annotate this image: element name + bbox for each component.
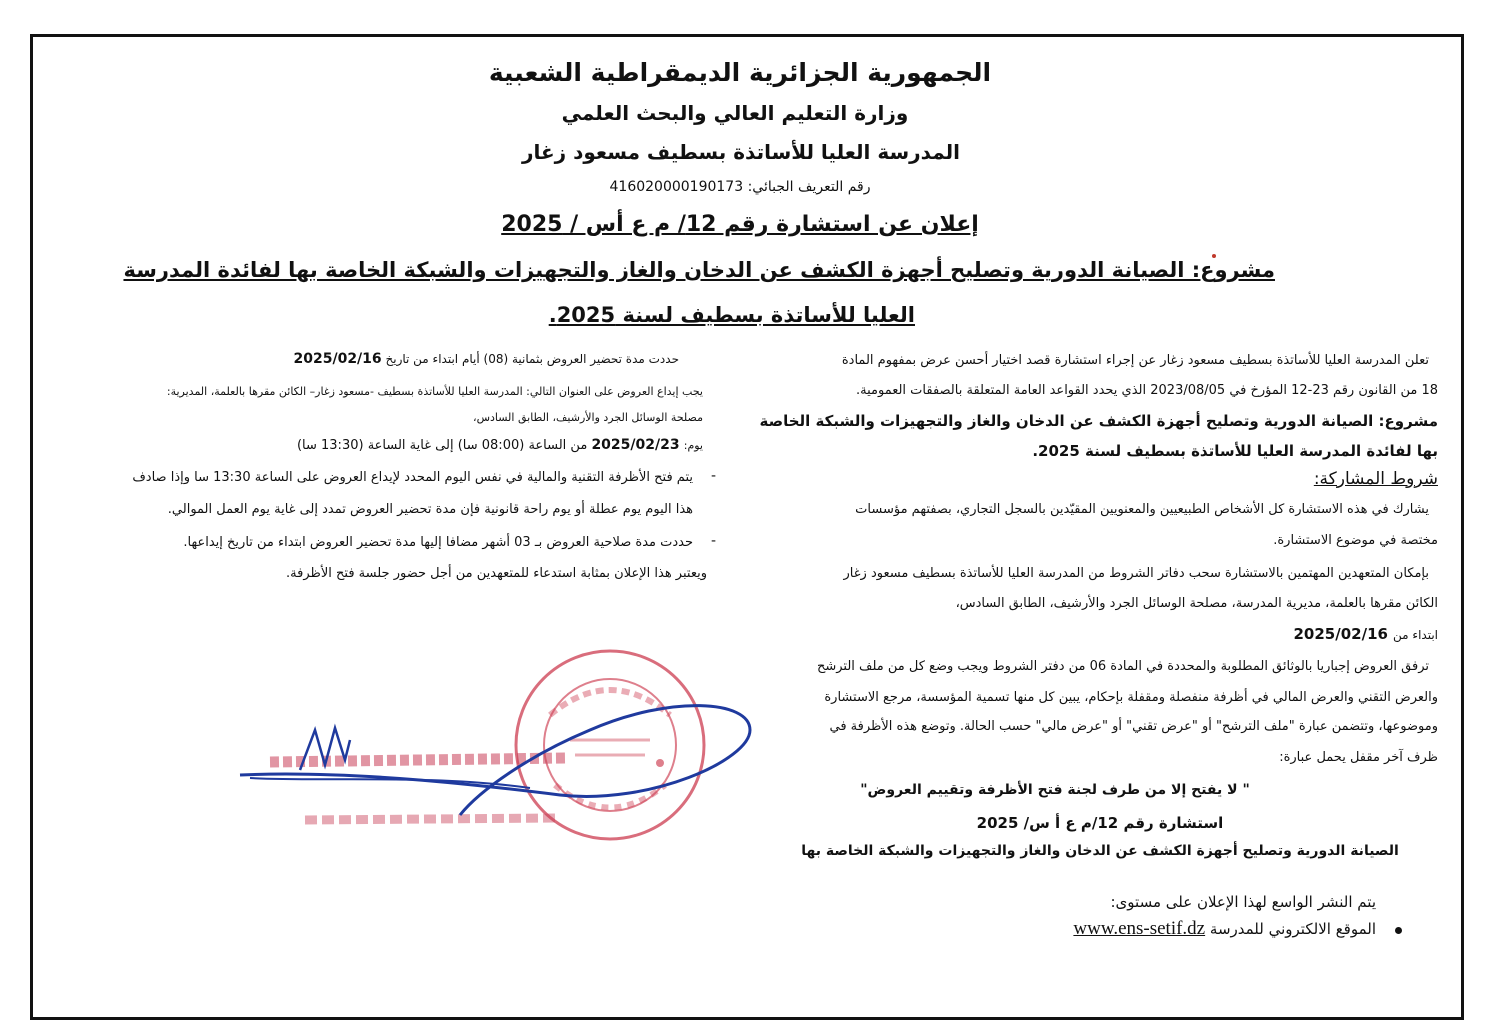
from-label: ابتداء من: [1393, 628, 1438, 642]
notice-project-line1: مشروع: الصيانة الدورية وتصليح أجهزة الكشف عن الدخان والغاز والتجهيزات والشبكة الخاصة بها لفائدة المدرسة: [123, 258, 1275, 282]
conditions-title: شروط المشاركة:: [1313, 469, 1438, 489]
duration-line: [294, 351, 680, 367]
right-project-line1: مشروع: الصيانة الدورية وتصليح أجهزة الكشف عن الدخان والغاز والتجهيزات والشبكة الخاصة: [759, 412, 1438, 430]
list-dash: -: [711, 468, 717, 484]
attach-line2: والعرض التقني والعرض المالي في أظرفة منفصلة ومقفلة بإحكام، يبين كل منها تسمية المؤسسة، مرجع الاستشارة: [824, 690, 1438, 705]
from-date: 2025/02/16: [1293, 625, 1388, 643]
bullet-dot: [1395, 927, 1402, 934]
attach-line1: ترفق العروض إجباريا بالوثائق المطلوبة والمحددة في المادة 06 من دفتر الشروط ويجب وضع كل من ملف الترشح: [816, 659, 1429, 674]
publish-site-label: الموقع الالكتروني للمدرسة: [1209, 920, 1376, 938]
withdraw-line1: بإمكان المتعهدين المهتمين بالاستشارة سحب دفاتر الشروط من المدرسة العليا للأساتذة بسطيف مسعود زغار: [843, 566, 1429, 581]
day-label: يوم:: [683, 439, 703, 452]
duration-text: حددت مدة تحضير العروض بثمانية (08) أيام ابتداء من تاريخ: [385, 352, 679, 366]
validity-line: حددت مدة صلاحية العروض بـ 03 أشهر مضافا إليها مدة تحضير العروض ابتداء من تاريخ إيداعها.: [183, 535, 693, 550]
right-project-line2: بها لفائدة المدرسة العليا للأساتذة بسطيف لسنة 2025.: [1032, 442, 1438, 460]
withdraw-line2: الكائن مقرها بالعلمة، مديرية المدرسة، مصلحة الوسائل الجرد والأرشيف، الطابق السادس،: [955, 596, 1438, 611]
list-dash: -: [711, 533, 717, 549]
deposit-line2: مصلحة الوسائل الجرد والأرشيف، الطابق السادس،: [473, 411, 703, 424]
envelope-project: الصيانة الدورية وتصليح أجهزة الكشف عن الدخان والغاز والتجهيزات والشبكة الخاصة بها: [801, 843, 1399, 859]
duration-date: 2025/02/16: [293, 351, 382, 367]
envelope-reference: استشارة رقم 12/م ع أ س/ 2025: [976, 814, 1224, 832]
attach-line3: وموضوعها، وتتضمن عبارة "ملف الترشح" أو "عرض تقني" أو "عرض مالي" حسب الحالة. وتوضع هذه الأظرفة في: [829, 719, 1438, 734]
opening-line1: يتم فتح الأظرفة التقنية والمالية في نفس اليوم المحدد لإيداع العروض على الساعة 13:30 سا وإذا صادف: [132, 470, 693, 485]
ministry-title: وزارة التعليم العالي والبحث العلمي: [561, 101, 909, 125]
conditions-line2: مختصة في موضوع الاستشارة.: [1273, 533, 1438, 548]
day-hours: من الساعة (08:00 سا) إلى غاية الساعة (13:30 سا): [296, 438, 588, 453]
envelope-quote: " لا يفتح إلا من طرف لجنة فتح الأظرفة وتقييم العروض": [860, 782, 1250, 798]
school-title: المدرسة العليا للأساتذة بسطيف مسعود زغار: [521, 140, 961, 164]
publish-intro: يتم النشر الواسع لهذا الإعلان على مستوى:: [1110, 893, 1376, 911]
invite-line: ويعتبر هذا الإعلان بمثابة استدعاء للمتعهدين من أجل حضور جلسة فتح الأظرفة.: [286, 566, 707, 581]
intro-line1: تعلن المدرسة العليا للأساتذة بسطيف مسعود زغار عن إجراء استشارة قصد اختيار أحسن عرض بمفهوم المادة: [841, 353, 1429, 368]
conditions-line1: يشارك في هذه الاستشارة كل الأشخاص الطبيعيين والمعنويين المقيّدين بالسجل التجاري، بصفتهم مؤسسات: [855, 502, 1429, 517]
signature-stamp: [230, 700, 790, 870]
intro-line2: 18 من القانون رقم 23-12 المؤرخ في 2023/08/05 الذي يحدد القواعد العامة المتعلقة بالصفقات العمومية.: [855, 383, 1438, 398]
attach-line4: ظرف آخر مقفل يحمل عبارة:: [1279, 750, 1438, 765]
from-date-line: [1294, 624, 1439, 643]
deposit-line1: يجب إيداع العروض على العنوان التالي: المدرسة العليا للأساتذة بسطيف -مسعود زغار– الكائن مقرها بالعلمة، المديرية:: [166, 385, 703, 398]
notice-project-line2: العليا للأساتذة بسطيف لسنة 2025.: [548, 303, 915, 327]
day-date: 2025/02/23: [591, 437, 680, 453]
tax-id: رقم التعريف الجبائي: 416020000190173: [609, 179, 871, 195]
school-website-link[interactable]: www.ens-setif.dz: [1073, 918, 1206, 939]
publish-site-line: [1073, 918, 1376, 940]
opening-line2: هذا اليوم يوم عطلة أو يوم راحة قانونية فإن مدة تحضير العروض تمدد إلى غاية يوم العمل الموالي.: [167, 502, 693, 517]
day-line: [297, 437, 703, 453]
notice-title: إعلان عن استشارة رقم 12/ م ع أس / 2025: [501, 212, 979, 237]
country-title: الجمهورية الجزائرية الديمقراطية الشعبية: [488, 58, 992, 87]
